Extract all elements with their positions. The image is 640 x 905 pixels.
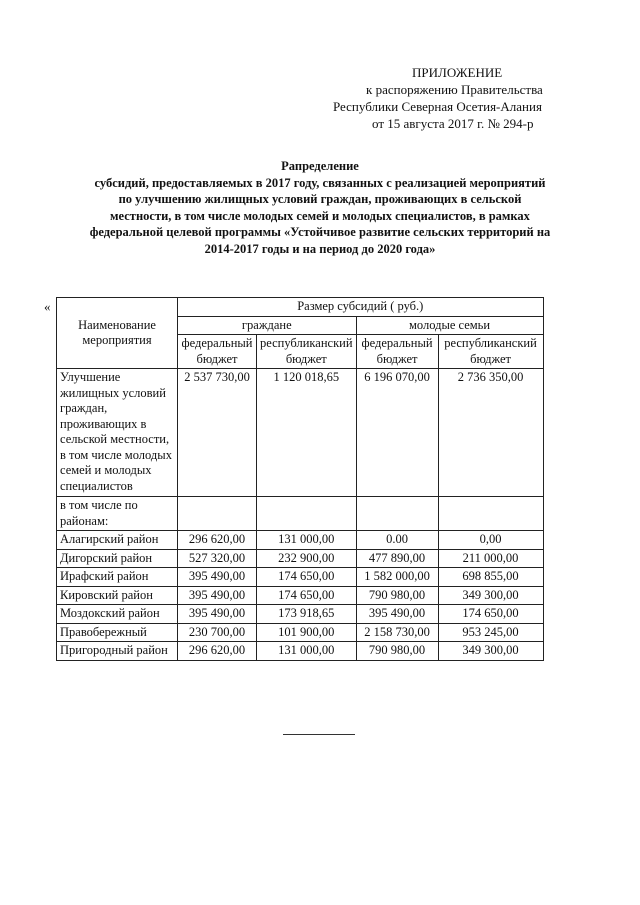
district-value: 296 620,00 (178, 531, 257, 550)
district-value: 211 000,00 (438, 549, 543, 568)
header-name-col: Наименование мероприятия (57, 298, 178, 369)
main-row-value: 1 120 018,65 (257, 369, 357, 497)
district-value: 477 890,00 (356, 549, 438, 568)
appendix-title: ПРИЛОЖЕНИЕ (412, 65, 503, 80)
table-row (57, 568, 544, 587)
header-citizens: граждане (178, 316, 357, 335)
district-value: 174 650,00 (257, 586, 357, 605)
empty-cell (257, 497, 357, 531)
table-row (57, 549, 544, 568)
appendix-line-1: к распоряжению Правительства (366, 82, 543, 97)
district-value: 790 980,00 (356, 586, 438, 605)
header-federal-young: федеральный бюджет (356, 335, 438, 369)
district-value: 131 000,00 (257, 531, 357, 550)
empty-cell (438, 497, 543, 531)
appendix-line-2: Республики Северная Осетия-Алания (333, 99, 542, 114)
heading-line-6: 2014-2017 годы и на период до 2020 года» (204, 241, 436, 256)
empty-cell (356, 497, 438, 531)
appendix-line-3: от 15 августа 2017 г. № 294-р (372, 116, 534, 131)
header-row-1 (57, 298, 544, 317)
district-name: Пригородный район (57, 642, 178, 661)
header-federal-citizens: федеральный бюджет (178, 335, 257, 369)
district-value: 230 700,00 (178, 623, 257, 642)
heading-line-2: субсидий, предоставляемых в 2017 году, связанных с реализацией мероприятий (94, 175, 546, 190)
main-row-value: 6 196 070,00 (356, 369, 438, 497)
district-value: 395 490,00 (178, 605, 257, 624)
district-value: 790 980,00 (356, 642, 438, 661)
heading-line-5: федеральной целевой программы «Устойчивое развитие сельских территорий на (89, 225, 551, 239)
district-value: 2 158 730,00 (356, 623, 438, 642)
district-value: 174 650,00 (438, 605, 543, 624)
district-value: 173 918,65 (257, 605, 357, 624)
table-row (57, 586, 544, 605)
table-row (57, 623, 544, 642)
header-republic-citizens: республиканский бюджет (257, 335, 357, 369)
district-value: 698 855,00 (438, 568, 543, 587)
district-value: 953 245,00 (438, 623, 543, 642)
main-row-name: Улучшение жилищных условий граждан, проживающих в сельской местности, в том числе молодых семей и молодых специалистов (57, 369, 178, 497)
header-size: Размер субсидий ( руб.) (178, 298, 544, 317)
subsidy-table (56, 297, 544, 661)
district-value: 395 490,00 (178, 568, 257, 587)
district-name: Ирафский район (57, 568, 178, 587)
district-value: 232 900,00 (257, 549, 357, 568)
district-name: Дигорский район (57, 549, 178, 568)
main-row (57, 369, 544, 497)
districts-label-row (57, 497, 544, 531)
main-row-value: 2 537 730,00 (178, 369, 257, 497)
heading-line-1: Рапределение (281, 159, 359, 173)
table-row (57, 642, 544, 661)
table-row (57, 531, 544, 550)
closing-dash-line (283, 734, 355, 735)
districts-label: в том числе по районам: (57, 497, 178, 531)
district-name: Алагирский район (57, 531, 178, 550)
empty-cell (178, 497, 257, 531)
heading-line-4: местности, в том числе молодых семей и молодых специалистов, в рамках (110, 208, 530, 223)
table-row (57, 605, 544, 624)
district-value: 0.00 (356, 531, 438, 550)
district-value: 395 490,00 (356, 605, 438, 624)
header-young-families: молодые семьи (356, 316, 543, 335)
district-name: Кировский район (57, 586, 178, 605)
district-value: 349 300,00 (438, 586, 543, 605)
district-value: 174 650,00 (257, 568, 357, 587)
district-value: 349 300,00 (438, 642, 543, 661)
district-value: 1 582 000,00 (356, 568, 438, 587)
district-value: 296 620,00 (178, 642, 257, 661)
district-name: Правобережный (57, 623, 178, 642)
district-value: 527 320,00 (178, 549, 257, 568)
header-republic-young: республиканский бюджет (438, 335, 543, 369)
district-value: 101 900,00 (257, 623, 357, 642)
district-name: Моздокский район (57, 605, 178, 624)
district-value: 0,00 (438, 531, 543, 550)
document-heading (40, 158, 600, 257)
main-row-value: 2 736 350,00 (438, 369, 543, 497)
heading-line-3: по улучшению жилищных условий граждан, проживающих в сельской (118, 192, 522, 206)
opening-quote: « (44, 299, 51, 314)
district-value: 131 000,00 (257, 642, 357, 661)
district-value: 395 490,00 (178, 586, 257, 605)
